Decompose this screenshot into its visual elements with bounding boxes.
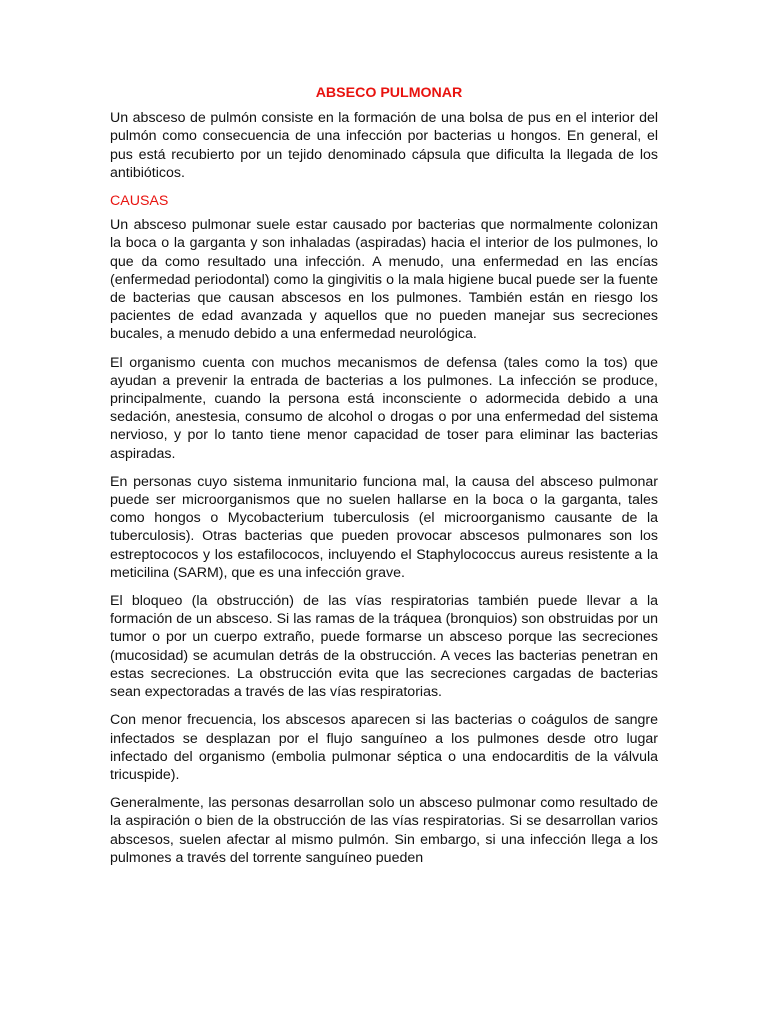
paragraph: Con menor frecuencia, los abscesos aparecen si las bacterias o coágulos de sangre infectados se desplazan por el flujo sanguíneo a los pulmones desde otro lugar infectado del organismo (embolia pulmonar séptica o una endocarditis de la válvula tricuspide). bbox=[110, 712, 658, 783]
paragraph: Generalmente, las personas desarrollan solo un absceso pulmonar como resultado de la aspiración o bien de la obstrucción de las vías respiratorias. Si se desarrollan varios abscesos, suelen afectar al mismo pulmón. Sin embargo, si una infección llega a los pulmones a través del torrente sanguíneo pueden bbox=[110, 795, 658, 866]
intro-paragraph: Un absceso de pulmón consiste en la formación de una bolsa de pus en el interior del pulmón como consecuencia de una infección por bacterias u hongos. En general, el pus está recubierto por un tejido denominado cápsula que dificulta la llegada de los antibióticos. bbox=[110, 110, 658, 181]
paragraph: En personas cuyo sistema inmunitario funciona mal, la causa del absceso pulmonar puede ser microorganismos que no suelen hallarse en la boca o la garganta, tales como hongos o Mycobacterium tuberculosis (el microorganismo causante de la tuberculosis). Otras bacterias que pueden provocar abscesos pulmonares son los estreptococos y los estafilococos, incluyendo el Staphylococcus aureus resistente a la meticilina (SARM), que es una infección grave. bbox=[110, 473, 658, 581]
paragraph: El organismo cuenta con muchos mecanismos de defensa (tales como la tos) que ayudan a prevenir la entrada de bacterias a los pulmones. La infección se produce, principalmente, cuando la persona está inconsciente o adormecida debido a una sedación, anestesia, consumo de alcohol o drogas o por una enfermedad del sistema nervioso, y por lo tanto tiene menor capacidad de toser para eliminar las bacterias aspiradas. bbox=[110, 354, 658, 462]
document-title: ABSECO PULMONAR bbox=[315, 85, 463, 101]
paragraph: El bloqueo (la obstrucción) de las vías respiratorias también puede llevar a la formación de un absceso. Si las ramas de la tráquea (bronquios) son obstruidas por un tumor o por un cuerpo extraño, puede formarse un absceso porque las secreciones (mucosidad) se acumulan detrás de la obstrucción. A veces las bacterias penetran en estas secreciones. La obstrucción evita que las secreciones cargadas de bacterias sean expectoradas a través de las vías respiratorias. bbox=[110, 593, 658, 701]
paragraph: Un absceso pulmonar suele estar causado por bacterias que normalmente colonizan la boca o la garganta y son inhaladas (aspiradas) hacia el interior de los pulmones, lo que da como resultado una infección. A menudo, una enfermedad en las encías (enfermedad periodontal) como la gingivitis o la mala higiene bucal puede ser la fuente de bacterias que causan abscesos en los pulmones. También están en riesgo los pacientes de edad avanzada y aquellos que no pueden manejar sus secreciones bucales, a menudo debido a una enfermedad neurológica. bbox=[110, 217, 658, 343]
section-heading-causas: CAUSAS bbox=[110, 193, 169, 210]
